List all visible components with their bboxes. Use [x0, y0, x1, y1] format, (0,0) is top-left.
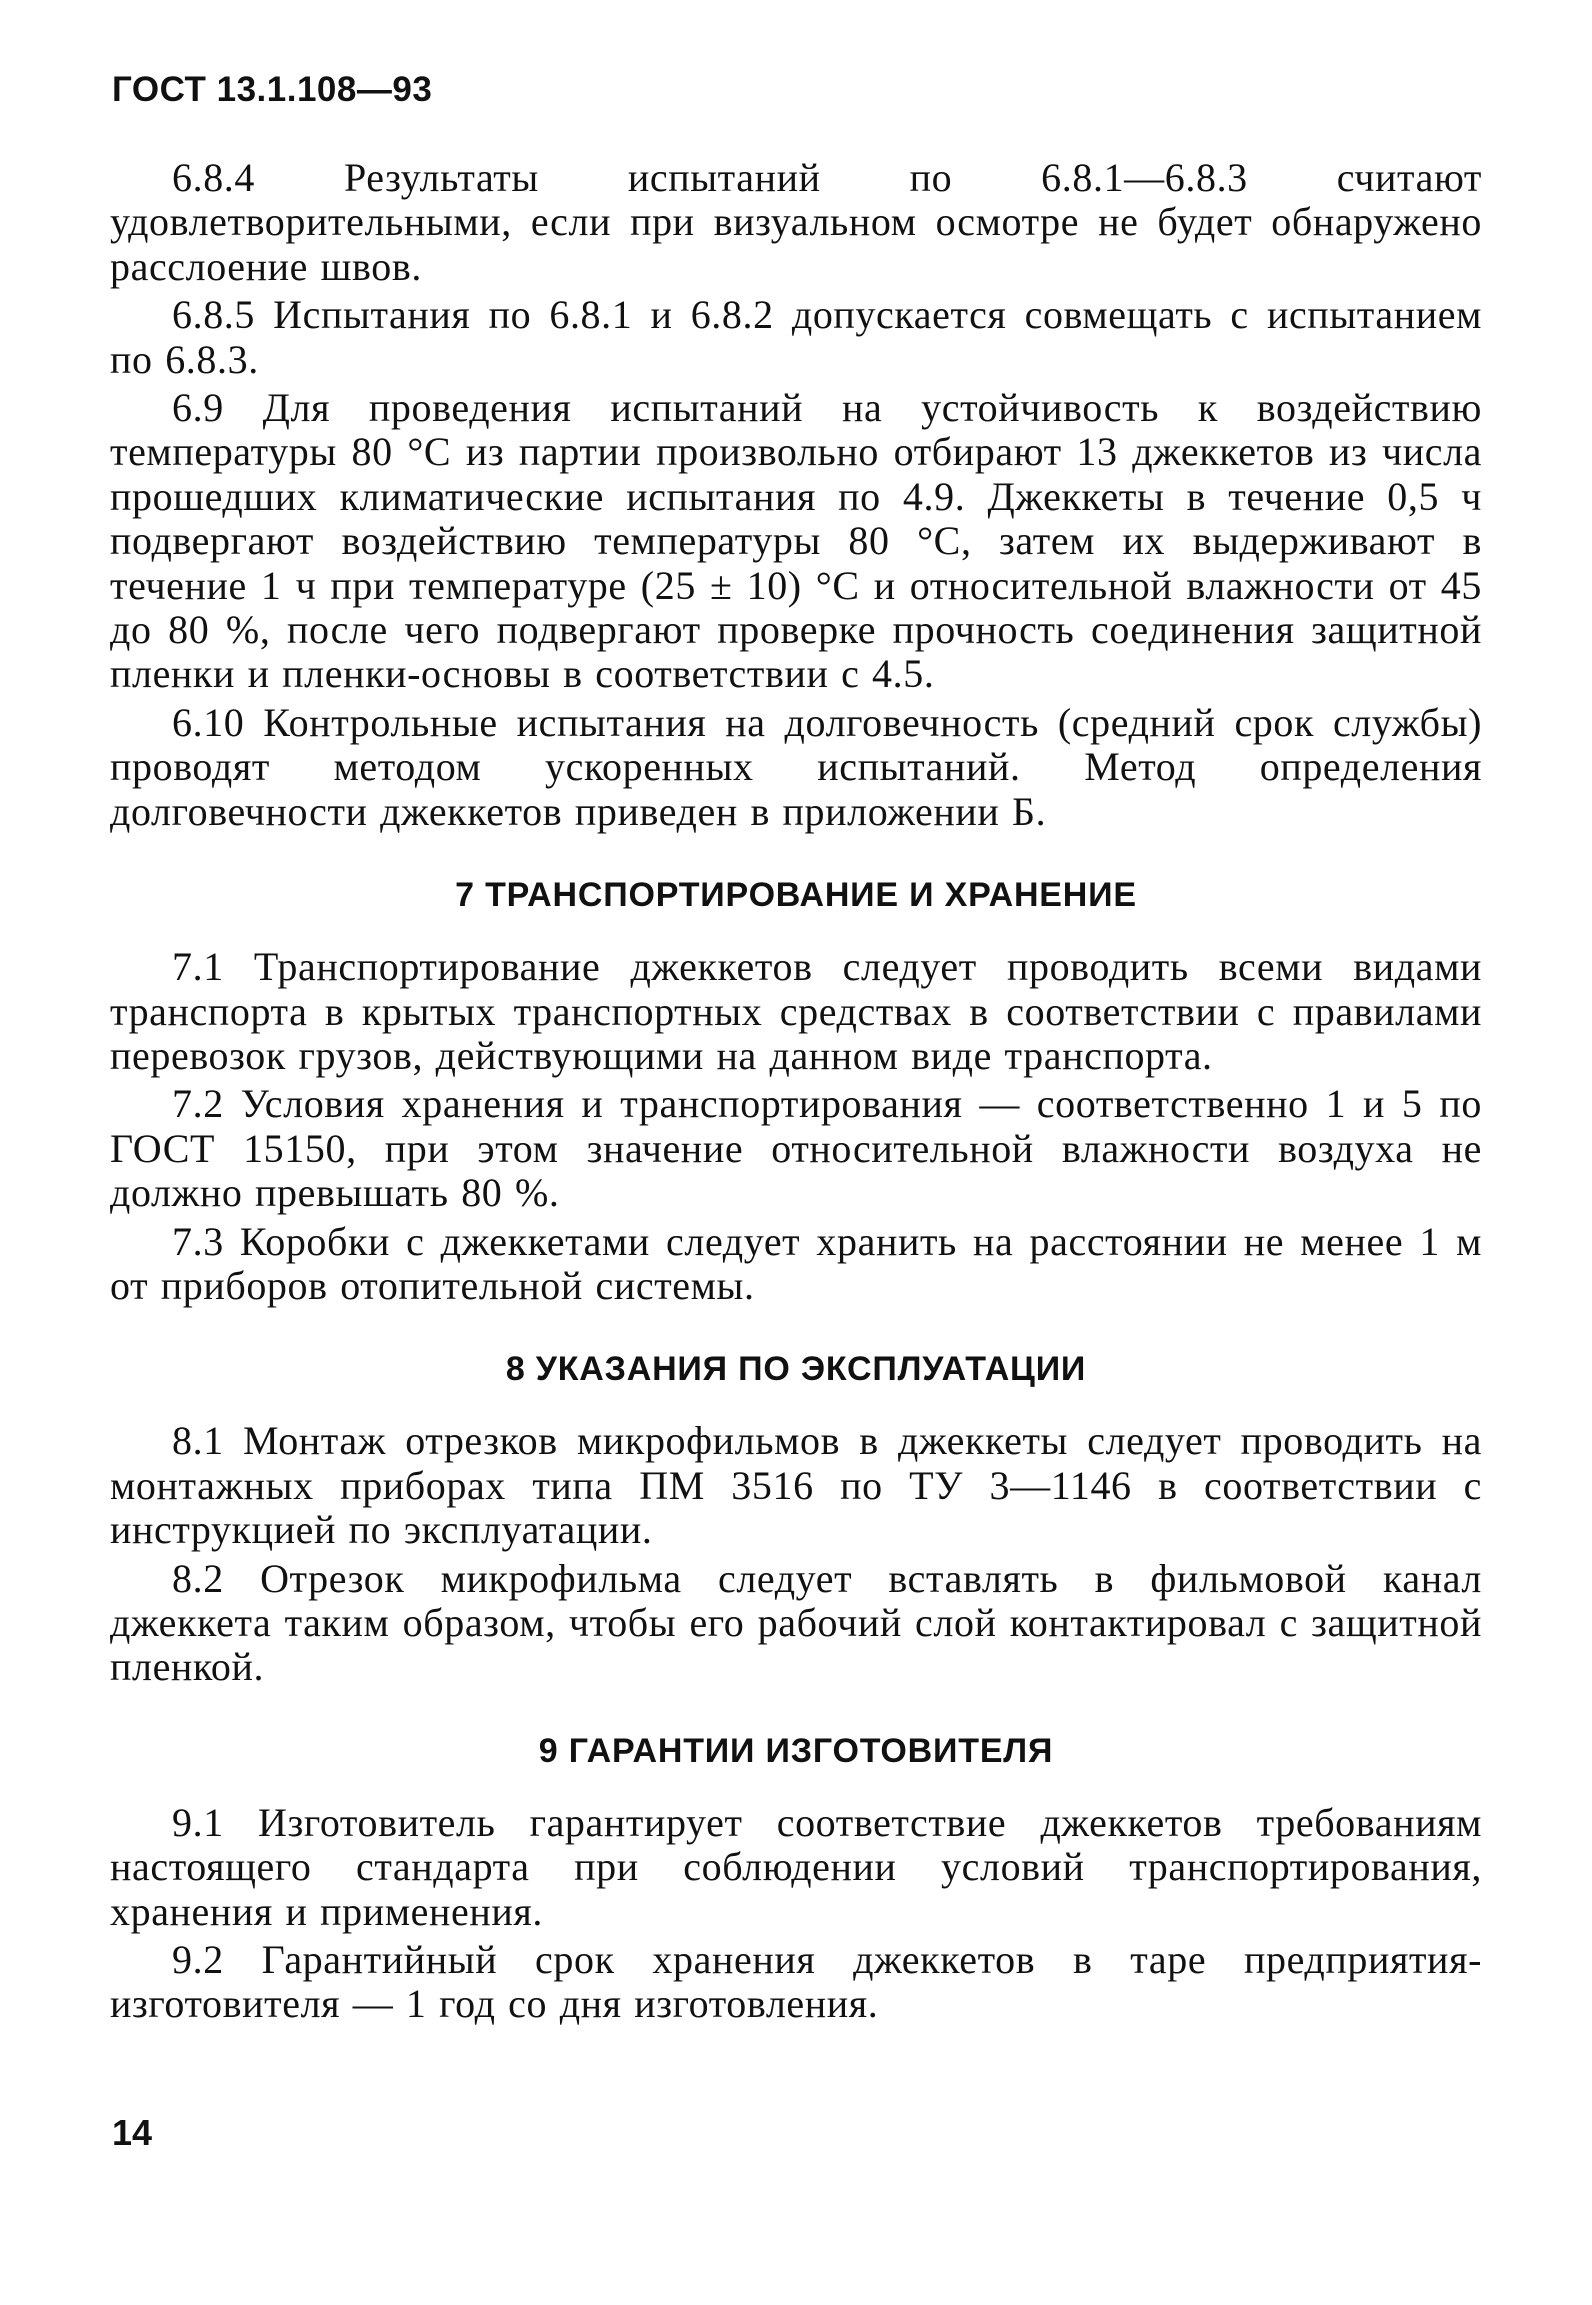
section-8-title: 8 УКАЗАНИЯ ПО ЭКСПЛУАТАЦИИ — [505, 1350, 1087, 1389]
page-content — [110, 156, 1482, 2031]
paragraph-9-1: 9.1 Изготовитель гарантирует соответствие джеккетов требованиям настоящего стандарта при соблюдении условий транспортирования, хранения и применения. — [110, 1799, 1482, 1934]
section-9-title: 9 ГАРАНТИИ ИЗГОТОВИТЕЛЯ — [538, 1731, 1054, 1770]
paragraph-9-2: 9.2 Гарантийный срок хранения джеккетов в таре предприятия-изготовителя — 1 год со дня изготовления. — [110, 1937, 1482, 2027]
paragraph-8-1: 8.1 Монтаж отрезков микрофильмов в джеккеты следует проводить на монтажных приборах типа ПМ 3516 по ТУ 3—1146 в соответствии с инструкцией по эксплуатации. — [110, 1418, 1482, 1553]
page-number: 14 — [112, 2112, 153, 2153]
paragraph-7-1: 7.1 Транспортирование джеккетов следует проводить всеми видами транспорта в крытых транспортных средствах в соответствии с правилами перевозок грузов, действующими на данном виде транспорта. — [110, 944, 1482, 1078]
paragraph-6-8-5: 6.8.5 Испытания по 6.8.1 и 6.8.2 допускается совмещать с испытанием по 6.8.3. — [110, 292, 1482, 382]
paragraph-8-2: 8.2 Отрезок микрофильма следует вставлять в фильмовой канал джеккета таким образом, чтобы его рабочий слой контактировал с защитной пленкой. — [110, 1555, 1482, 1690]
paragraph-6-8-4: 6.8.4 Результаты испытаний по 6.8.1—6.8.3 считают удовлетворительными, если при визуальном осмотре не будет обнаружено расслоение швов. — [110, 155, 1482, 289]
paragraph-7-3: 7.3 Коробки с джеккетами следует хранить на расстоянии не менее 1 м от приборов отопительной системы. — [110, 1218, 1482, 1308]
paragraph-7-2: 7.2 Условия хранения и транспортирования — соответственно 1 и 5 по ГОСТ 15150, при этом значение относительной влажности воздуха не должно превышать 80 %. — [110, 1081, 1482, 1216]
paragraph-6-10: 6.10 Контрольные испытания на долговечность (средний срок службы) проводят методом ускоренных испытаний. Метод определения долговечности джеккетов приведен в приложении Б. — [110, 699, 1482, 834]
paragraph-6-9: 6.9 Для проведения испытаний на устойчивость к воздействию температуры 80 °С из партии произвольно отбирают 13 джеккетов из числа прошедших климатические испытания по 4.9. Джеккеты в течение 0,5 ч подвергают воздействию температуры 80 °С, затем их выдерживают в течение 1 ч при температуре (25 ± 10) °С и относительной влажности от 45 до 80 %, после чего подвергают проверке прочность соединения защитной пленки и пленки-основы в соответствии с 4.5. — [110, 385, 1482, 697]
section-7-title: 7 ТРАНСПОРТИРОВАНИЕ И ХРАНЕНИЕ — [455, 876, 1137, 915]
document-code-header: ГОСТ 13.1.108—93 — [112, 70, 433, 109]
